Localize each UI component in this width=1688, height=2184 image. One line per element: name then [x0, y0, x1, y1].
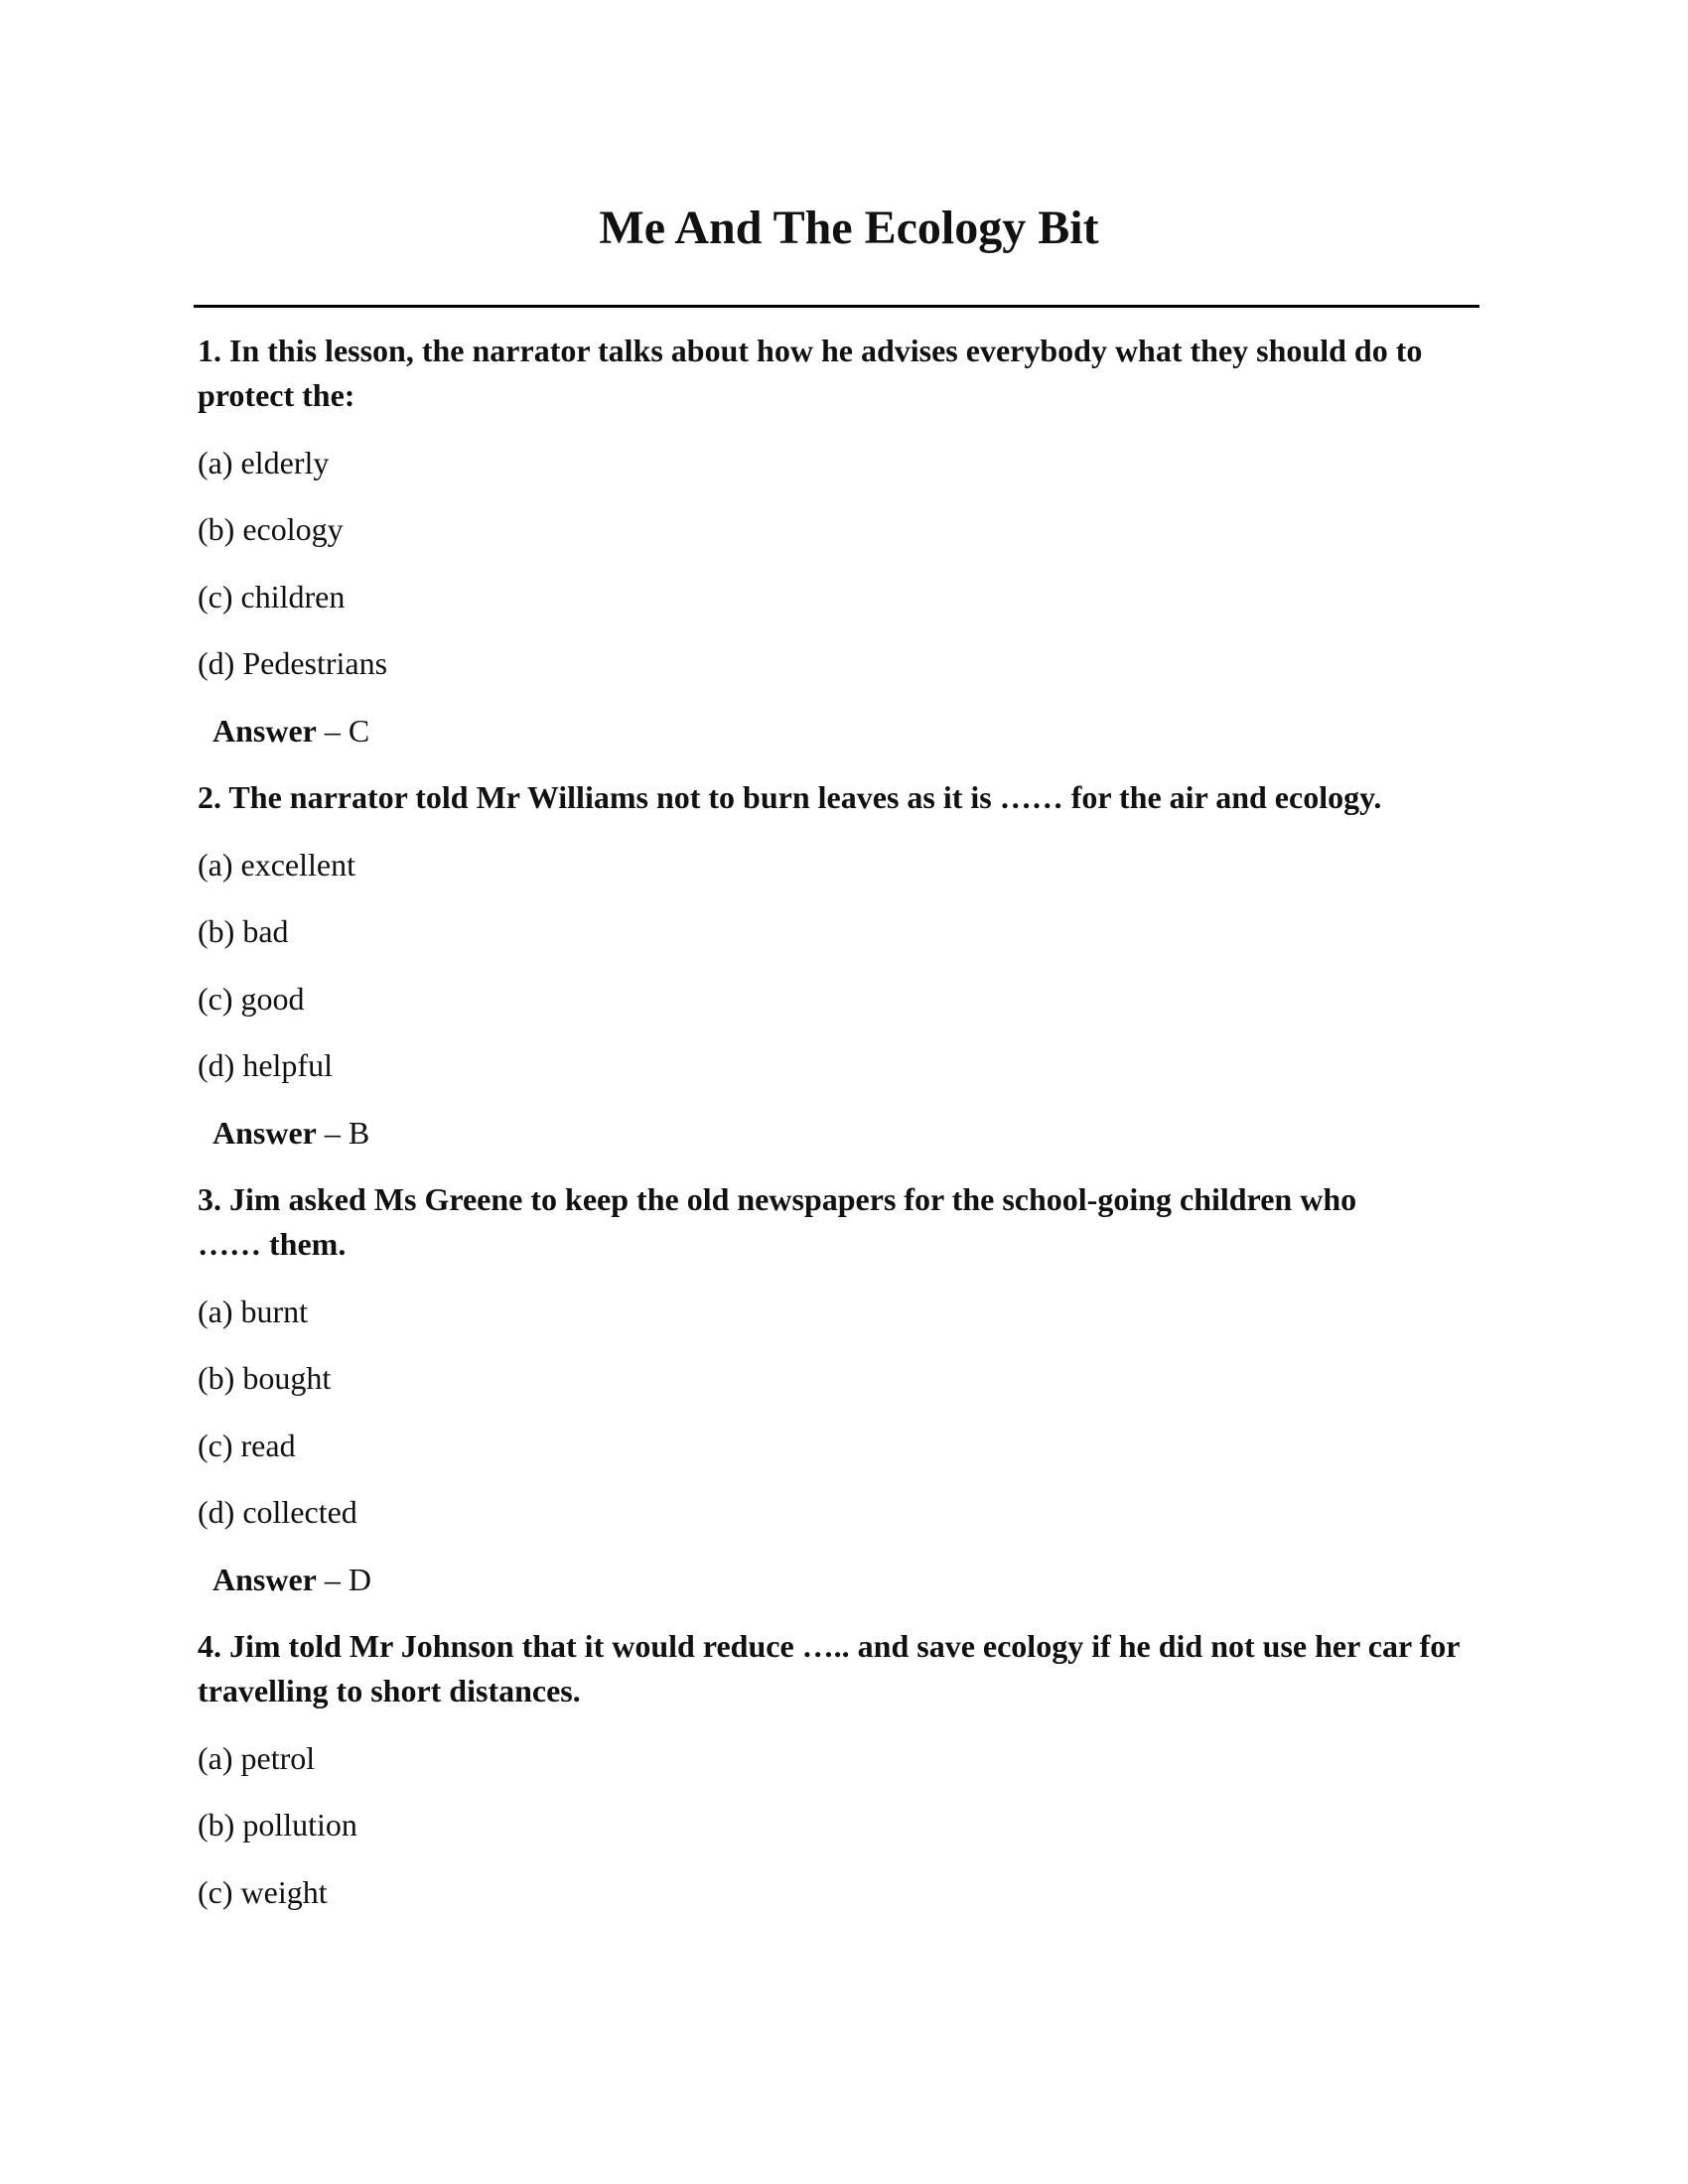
question-block [198, 1177, 1488, 1602]
answer-value: – C [316, 712, 370, 749]
question-block [198, 329, 1488, 753]
question-text: 2. The narrator told Mr Williams not to burn leaves as it is …… for the air and ecology. [198, 779, 1382, 815]
question-text: 3. Jim asked Ms Greene to keep the old newspapers for the school-going children who …… them. [198, 1181, 1357, 1262]
question-block [198, 1624, 1488, 1915]
option: (c) read [198, 1427, 296, 1463]
option: (c) children [198, 578, 346, 614]
page-title: Me And The Ecology Bit [599, 202, 1099, 254]
answer-value: – B [316, 1114, 370, 1151]
option: (b) bad [198, 913, 289, 949]
answer [198, 1558, 1488, 1602]
option: (c) weight [198, 1873, 328, 1910]
option: (a) excellent [198, 846, 355, 883]
answer-label: Answer [212, 712, 317, 749]
option: (b) bought [198, 1360, 332, 1396]
option: (b) pollution [198, 1807, 357, 1843]
question-text: 4. Jim told Mr Johnson that it would reduce ….. and save ecology if he did not use her car for travelling to short distances. [198, 1628, 1460, 1708]
question-text: 1. In this lesson, the narrator talks about how he advises everybody what they should do to protect the: [198, 333, 1423, 413]
option: (d) Pedestrians [198, 645, 388, 681]
answer-label: Answer [212, 1114, 317, 1151]
question-list [198, 329, 1488, 1937]
option: (d) helpful [198, 1047, 333, 1083]
answer [198, 709, 1488, 753]
option: (d) collected [198, 1494, 357, 1530]
answer-value: – D [316, 1561, 371, 1597]
option: (c) good [198, 980, 305, 1017]
answer [198, 1111, 1488, 1156]
option: (a) petrol [198, 1739, 316, 1776]
option: (a) burnt [198, 1293, 309, 1329]
answer-label: Answer [212, 1561, 317, 1597]
option: (b) ecology [198, 511, 344, 547]
title-divider [194, 305, 1479, 308]
question-block [198, 775, 1488, 1156]
option: (a) elderly [198, 444, 330, 480]
